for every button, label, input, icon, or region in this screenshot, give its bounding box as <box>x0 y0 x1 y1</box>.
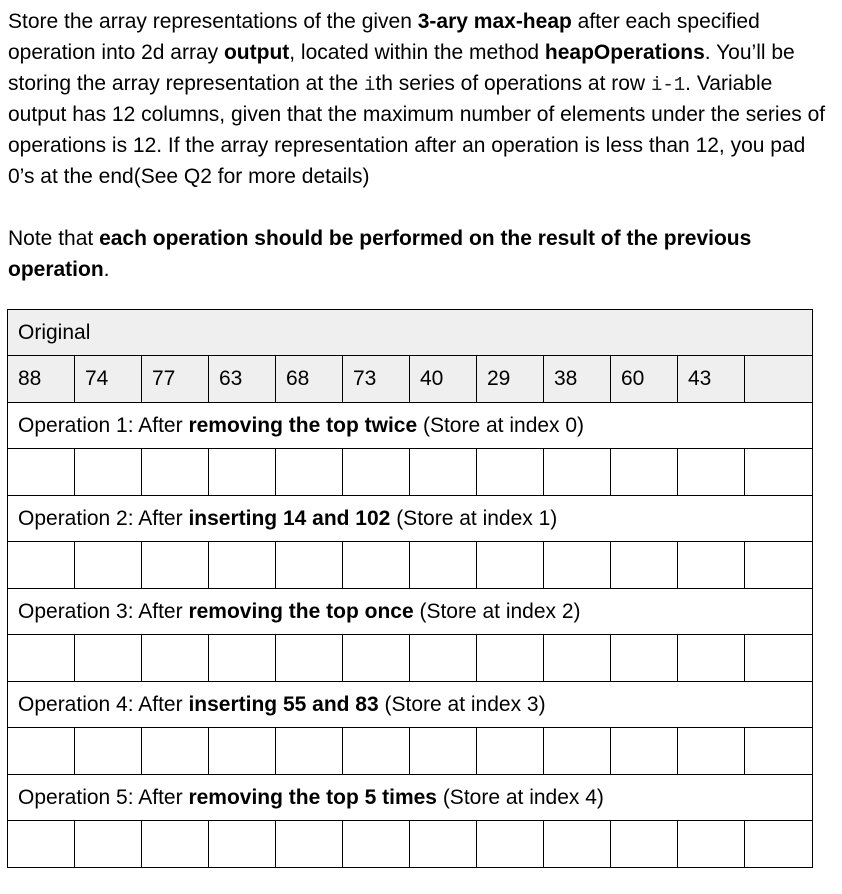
answer-cell[interactable] <box>745 449 813 496</box>
heap-value-cell: 88 <box>8 356 75 403</box>
note-paragraph <box>8 224 834 286</box>
answer-cell[interactable] <box>209 449 276 496</box>
answer-cell[interactable] <box>477 821 544 868</box>
operation-title-row <box>8 589 813 635</box>
method-name-text: heapOperations <box>544 40 705 64</box>
heap-value-cell: 43 <box>678 356 745 403</box>
original-title: Original <box>8 310 813 356</box>
answer-cell[interactable] <box>678 542 745 589</box>
answer-cell[interactable] <box>209 542 276 589</box>
heap-value-cell: 68 <box>276 356 343 403</box>
answer-cell[interactable] <box>611 635 678 682</box>
heap-value-cell: 74 <box>75 356 142 403</box>
operation-description: inserting 14 and 102 <box>188 506 391 530</box>
answer-cell[interactable] <box>8 542 75 589</box>
text-segment: th series of operations at row <box>375 71 651 95</box>
answer-cell[interactable] <box>8 449 75 496</box>
answer-cell[interactable] <box>611 449 678 496</box>
answer-cell[interactable] <box>745 728 813 775</box>
heap-value-cell: 77 <box>142 356 209 403</box>
operation-title-row <box>8 496 813 542</box>
answer-cell[interactable] <box>544 449 611 496</box>
text-segment: Store the array representations of the given <box>8 10 418 33</box>
operation-description: removing the top 5 times <box>188 785 437 809</box>
answer-cell[interactable] <box>477 449 544 496</box>
answer-cell[interactable] <box>75 449 142 496</box>
answer-cell[interactable] <box>678 635 745 682</box>
answer-cell[interactable] <box>343 821 410 868</box>
answer-cell[interactable] <box>75 542 142 589</box>
answer-cell[interactable] <box>410 542 477 589</box>
note-emphasis: each operation should be performed on the result of the previous operation <box>8 226 752 281</box>
text-segment: . <box>103 257 110 281</box>
answer-cell[interactable] <box>477 542 544 589</box>
operation-prefix: Operation 2: After <box>18 506 189 530</box>
operation-index-note: (Store at index 1) <box>390 506 558 530</box>
answer-cell[interactable] <box>477 728 544 775</box>
answer-cell[interactable] <box>410 449 477 496</box>
original-values-row <box>8 356 813 403</box>
operation-prefix: Operation 5: After <box>18 785 189 809</box>
operation-title-row <box>8 403 813 449</box>
answer-cell[interactable] <box>544 821 611 868</box>
answer-cell[interactable] <box>8 635 75 682</box>
instructions <box>8 7 834 285</box>
operation-index-note: (Store at index 0) <box>417 413 585 437</box>
answer-cell[interactable] <box>75 728 142 775</box>
operation-description: removing the top once <box>188 599 414 623</box>
answer-row <box>8 542 813 589</box>
answer-cell[interactable] <box>75 635 142 682</box>
text-segment: . You’ll be storing the array representation at the <box>8 40 795 95</box>
heap-value-cell: 29 <box>477 356 544 403</box>
answer-cell[interactable] <box>142 728 209 775</box>
answer-cell[interactable] <box>276 449 343 496</box>
answer-row <box>8 821 813 868</box>
heap-value-cell: 40 <box>410 356 477 403</box>
answer-cell[interactable] <box>209 728 276 775</box>
answer-cell[interactable] <box>209 635 276 682</box>
heap-value-cell <box>745 356 813 403</box>
answer-cell[interactable] <box>343 542 410 589</box>
answer-cell[interactable] <box>142 821 209 868</box>
operation-description: inserting 55 and 83 <box>188 692 379 716</box>
answer-cell[interactable] <box>611 728 678 775</box>
operation-title <box>8 682 813 728</box>
answer-cell[interactable] <box>410 635 477 682</box>
code-i-minus-1: i-1 <box>650 73 686 96</box>
operation-index-note: (Store at index 4) <box>436 785 604 809</box>
instructions-paragraph <box>8 7 834 193</box>
answer-cell[interactable] <box>745 635 813 682</box>
text-segment: after each specified operation into 2d array <box>8 10 760 64</box>
answer-cell[interactable] <box>678 821 745 868</box>
answer-cell[interactable] <box>8 728 75 775</box>
answer-cell[interactable] <box>410 728 477 775</box>
answer-cell[interactable] <box>142 449 209 496</box>
heap-value-cell: 73 <box>343 356 410 403</box>
original-title-row <box>8 310 813 356</box>
answer-cell[interactable] <box>611 542 678 589</box>
heap-value-cell: 60 <box>611 356 678 403</box>
text-segment: . Variable output has 12 columns, given that the maximum number of elements under the series of operations is 12. If the array representation after an operation is less than 12, you pad 0’s at the end(See Q2 for more details) <box>8 71 826 188</box>
answer-row <box>8 728 813 775</box>
operation-title <box>8 496 813 542</box>
answer-cell[interactable] <box>276 635 343 682</box>
answer-cell[interactable] <box>544 635 611 682</box>
output-variable-text: output <box>223 40 290 64</box>
answer-cell[interactable] <box>142 635 209 682</box>
text-segment: , located within the method <box>289 40 545 64</box>
answer-row <box>8 449 813 496</box>
answer-cell[interactable] <box>745 821 813 868</box>
answer-cell[interactable] <box>209 821 276 868</box>
heap-operations-table <box>7 309 813 868</box>
operation-prefix: Operation 1: After <box>18 413 189 437</box>
operation-title-row <box>8 682 813 728</box>
operation-title <box>8 403 813 449</box>
answer-cell[interactable] <box>343 728 410 775</box>
heap-value-cell: 38 <box>544 356 611 403</box>
operation-description: removing the top twice <box>188 413 418 437</box>
answer-cell[interactable] <box>544 542 611 589</box>
answer-cell[interactable] <box>678 728 745 775</box>
answer-cell[interactable] <box>544 728 611 775</box>
code-i: i <box>364 73 376 96</box>
answer-cell[interactable] <box>276 728 343 775</box>
text-segment: Note that <box>8 226 100 250</box>
answer-cell[interactable] <box>343 449 410 496</box>
answer-cell[interactable] <box>410 821 477 868</box>
answer-cell[interactable] <box>477 635 544 682</box>
operation-title <box>8 775 813 821</box>
operation-index-note: (Store at index 2) <box>413 599 581 623</box>
operation-title-row <box>8 775 813 821</box>
answer-cell[interactable] <box>611 821 678 868</box>
answer-cell[interactable] <box>276 542 343 589</box>
answer-cell[interactable] <box>745 542 813 589</box>
operation-prefix: Operation 3: After <box>18 599 189 623</box>
answer-cell[interactable] <box>343 635 410 682</box>
operation-title <box>8 589 813 635</box>
answer-cell[interactable] <box>142 542 209 589</box>
heap-type-text: 3-ary max-heap <box>417 10 572 33</box>
answer-cell[interactable] <box>75 821 142 868</box>
answer-cell[interactable] <box>678 449 745 496</box>
operation-index-note: (Store at index 3) <box>378 692 546 716</box>
answer-row <box>8 635 813 682</box>
heap-value-cell: 63 <box>209 356 276 403</box>
operation-prefix: Operation 4: After <box>18 692 189 716</box>
answer-cell[interactable] <box>276 821 343 868</box>
answer-cell[interactable] <box>8 821 75 868</box>
